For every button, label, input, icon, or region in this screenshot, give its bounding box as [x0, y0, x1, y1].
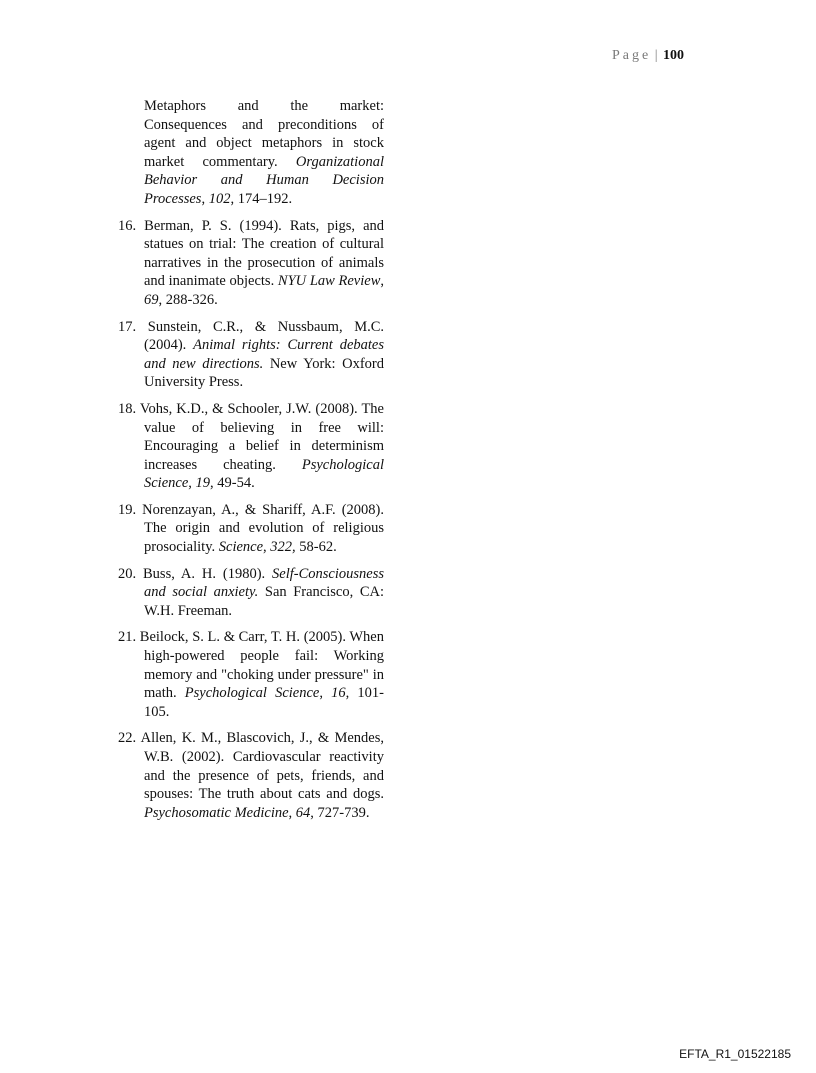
reference-number: 21. — [118, 629, 137, 646]
reference-italic-text: 16 — [331, 685, 346, 702]
reference-text: , — [201, 190, 209, 207]
reference-item — [118, 97, 384, 209]
reference-text: Metaphors and the market: Consequences and preconditions of agent and object metaphors in stock market commentary. — [144, 98, 384, 170]
reference-item — [118, 501, 384, 557]
reference-item — [118, 628, 384, 721]
reference-text: Vohs, K.D., & Schooler, J.W. (2008). The value of believing in free will: Encouraging a belief in determinism increases cheating. — [139, 400, 384, 473]
reference-item — [118, 217, 384, 310]
reference-italic-text: 102 — [208, 190, 231, 207]
reference-text: Allen, K. M., Blascovich, J., & Mendes, W.B. (2002). Cardiovascular reactivity and the presence of pets, friends, and spouses: The truth about cats and dogs. — [140, 730, 384, 803]
reference-italic-text: Psychosomatic Medicine — [144, 804, 289, 821]
reference-list — [118, 97, 384, 830]
reference-text: Berman, P. S. (1994). Rats, pigs, and statues on trial: The creation of cultural narratives in the prosecution of animals and inanimate objects. — [144, 217, 385, 290]
reference-italic-text: Science — [218, 539, 264, 556]
reference-text: , 174–192. — [230, 190, 293, 207]
reference-number: 20. — [118, 565, 137, 582]
page-label: Page — [612, 48, 652, 63]
reference-text: , — [188, 475, 196, 492]
reference-italic-text: Self-Consciousness and social anxiety. — [144, 565, 385, 601]
reference-text: , 49-54. — [210, 475, 255, 492]
reference-item — [118, 400, 384, 493]
reference-italic-text: 69 — [144, 291, 159, 308]
reference-italic-text: Psychological Science — [184, 685, 320, 702]
reference-text: , — [380, 273, 384, 290]
reference-text: San Francisco, CA: W.H. Freeman. — [144, 584, 384, 619]
page-header — [612, 48, 712, 64]
document-id: EFTA_R1_01522185 — [679, 1047, 791, 1061]
reference-number: 22. — [118, 730, 137, 747]
reference-italic-text: Psychological Science — [144, 456, 384, 492]
reference-italic-text: NYU Law Review — [277, 273, 381, 290]
reference-text: , 727-739. — [310, 804, 370, 821]
reference-text: , — [263, 539, 271, 556]
reference-italic-text: Organizational Behavior and Human Decision Processes — [144, 153, 384, 207]
reference-text: Buss, A. H. (1980). — [143, 565, 273, 582]
reference-item — [118, 318, 384, 392]
reference-item — [118, 565, 384, 621]
reference-text: , — [319, 685, 332, 702]
reference-italic-text: Animal rights: Current debates and new directions. — [144, 337, 384, 372]
reference-text: Sunstein, C.R., & Nussbaum, M.C. (2004). — [144, 318, 385, 354]
reference-number: 16. — [118, 217, 137, 234]
reference-text: Norenzayan, A., & Shariff, A.F. (2008). The origin and evolution of religious prosociality. — [142, 501, 384, 556]
reference-number: 17. — [118, 318, 137, 335]
reference-italic-text: 322, — [270, 539, 296, 556]
reference-text: Beilock, S. L. & Carr, T. H. (2005). When high-powered people fail: Working memory and "choking under pressure" in math. — [139, 629, 384, 702]
reference-text: New York: Oxford University Press. — [144, 355, 384, 391]
reference-italic-text: 64 — [295, 804, 311, 821]
reference-text: , — [288, 804, 296, 821]
reference-number: 18. — [118, 400, 137, 417]
reference-italic-text: 19 — [195, 475, 211, 492]
reference-text: , 288-326. — [158, 291, 218, 308]
reference-text: 58-62. — [295, 539, 337, 556]
reference-text: , 101-105. — [144, 685, 384, 720]
reference-number: 19. — [118, 501, 137, 518]
page-separator: | — [654, 48, 658, 63]
reference-item — [118, 729, 384, 822]
page-number: 100 — [663, 48, 685, 63]
